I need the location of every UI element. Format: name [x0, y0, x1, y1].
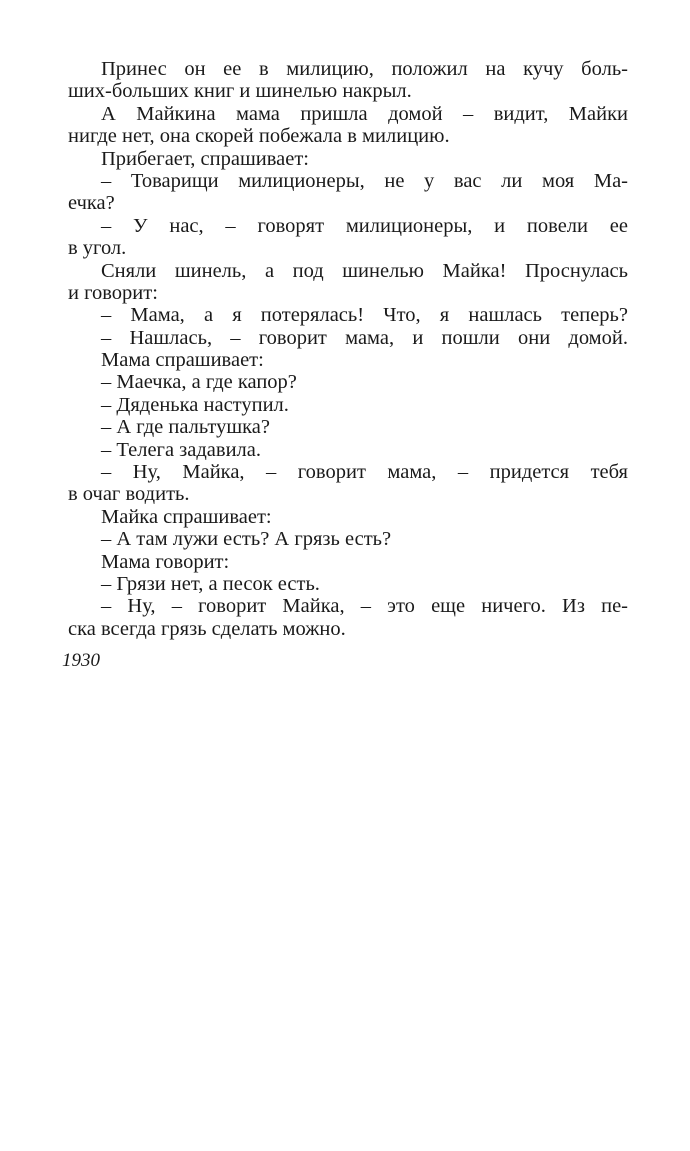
text-line: ших-больших книг и шинелью накрыл.	[68, 80, 412, 103]
text-line: Принес он ее в милицию, положил на кучу боль-	[101, 58, 628, 80]
text-line: Прибегает, спрашивает:	[101, 147, 309, 170]
text-line: нигде нет, она скорей побежала в милицию.	[68, 125, 450, 148]
text-line: – Ну, Майка, – говорит мама, – придется тебя	[101, 461, 628, 484]
text-line: – Мама, а я потерялась! Что, я нашлась теперь?	[101, 304, 628, 327]
text-line: в очаг водить.	[68, 483, 190, 506]
text-line: ска всегда грязь сделать можно.	[68, 617, 346, 640]
text-line: – Товарищи милиционеры, не у вас ли моя Ма-	[101, 169, 628, 192]
text-line: – Маечка, а где капор?	[101, 371, 297, 394]
text-line: Майка спрашивает:	[101, 505, 272, 528]
text-line: Сняли шинель, а под шинелью Майка! Проснулась	[101, 259, 628, 282]
text-line: – Телега задавила.	[101, 438, 262, 461]
text-line: Мама спрашивает:	[101, 349, 264, 372]
text-line: и говорит:	[68, 281, 158, 304]
text-line: Мама говорит:	[101, 550, 230, 573]
text-line: А Майкина мама пришла домой – видит, Майки	[101, 102, 628, 125]
text-line: – Грязи нет, а песок есть.	[101, 572, 320, 595]
story-text	[68, 58, 628, 640]
text-line: – А там лужи есть? А грязь есть?	[101, 528, 392, 551]
text-line: – А где пальтушка?	[101, 416, 270, 439]
text-line: – Дяденька наступил.	[101, 393, 289, 416]
year-date: 1930	[62, 650, 100, 671]
text-line: в угол.	[68, 237, 127, 260]
text-line: – Ну, – говорит Майка, – это еще ничего. Из пе-	[101, 595, 628, 618]
text-line: ечка?	[68, 192, 115, 215]
text-line: – У нас, – говорят милиционеры, и повели ее	[101, 214, 628, 237]
text-line: – Нашлась, – говорит мама, и пошли они домой.	[101, 326, 628, 349]
